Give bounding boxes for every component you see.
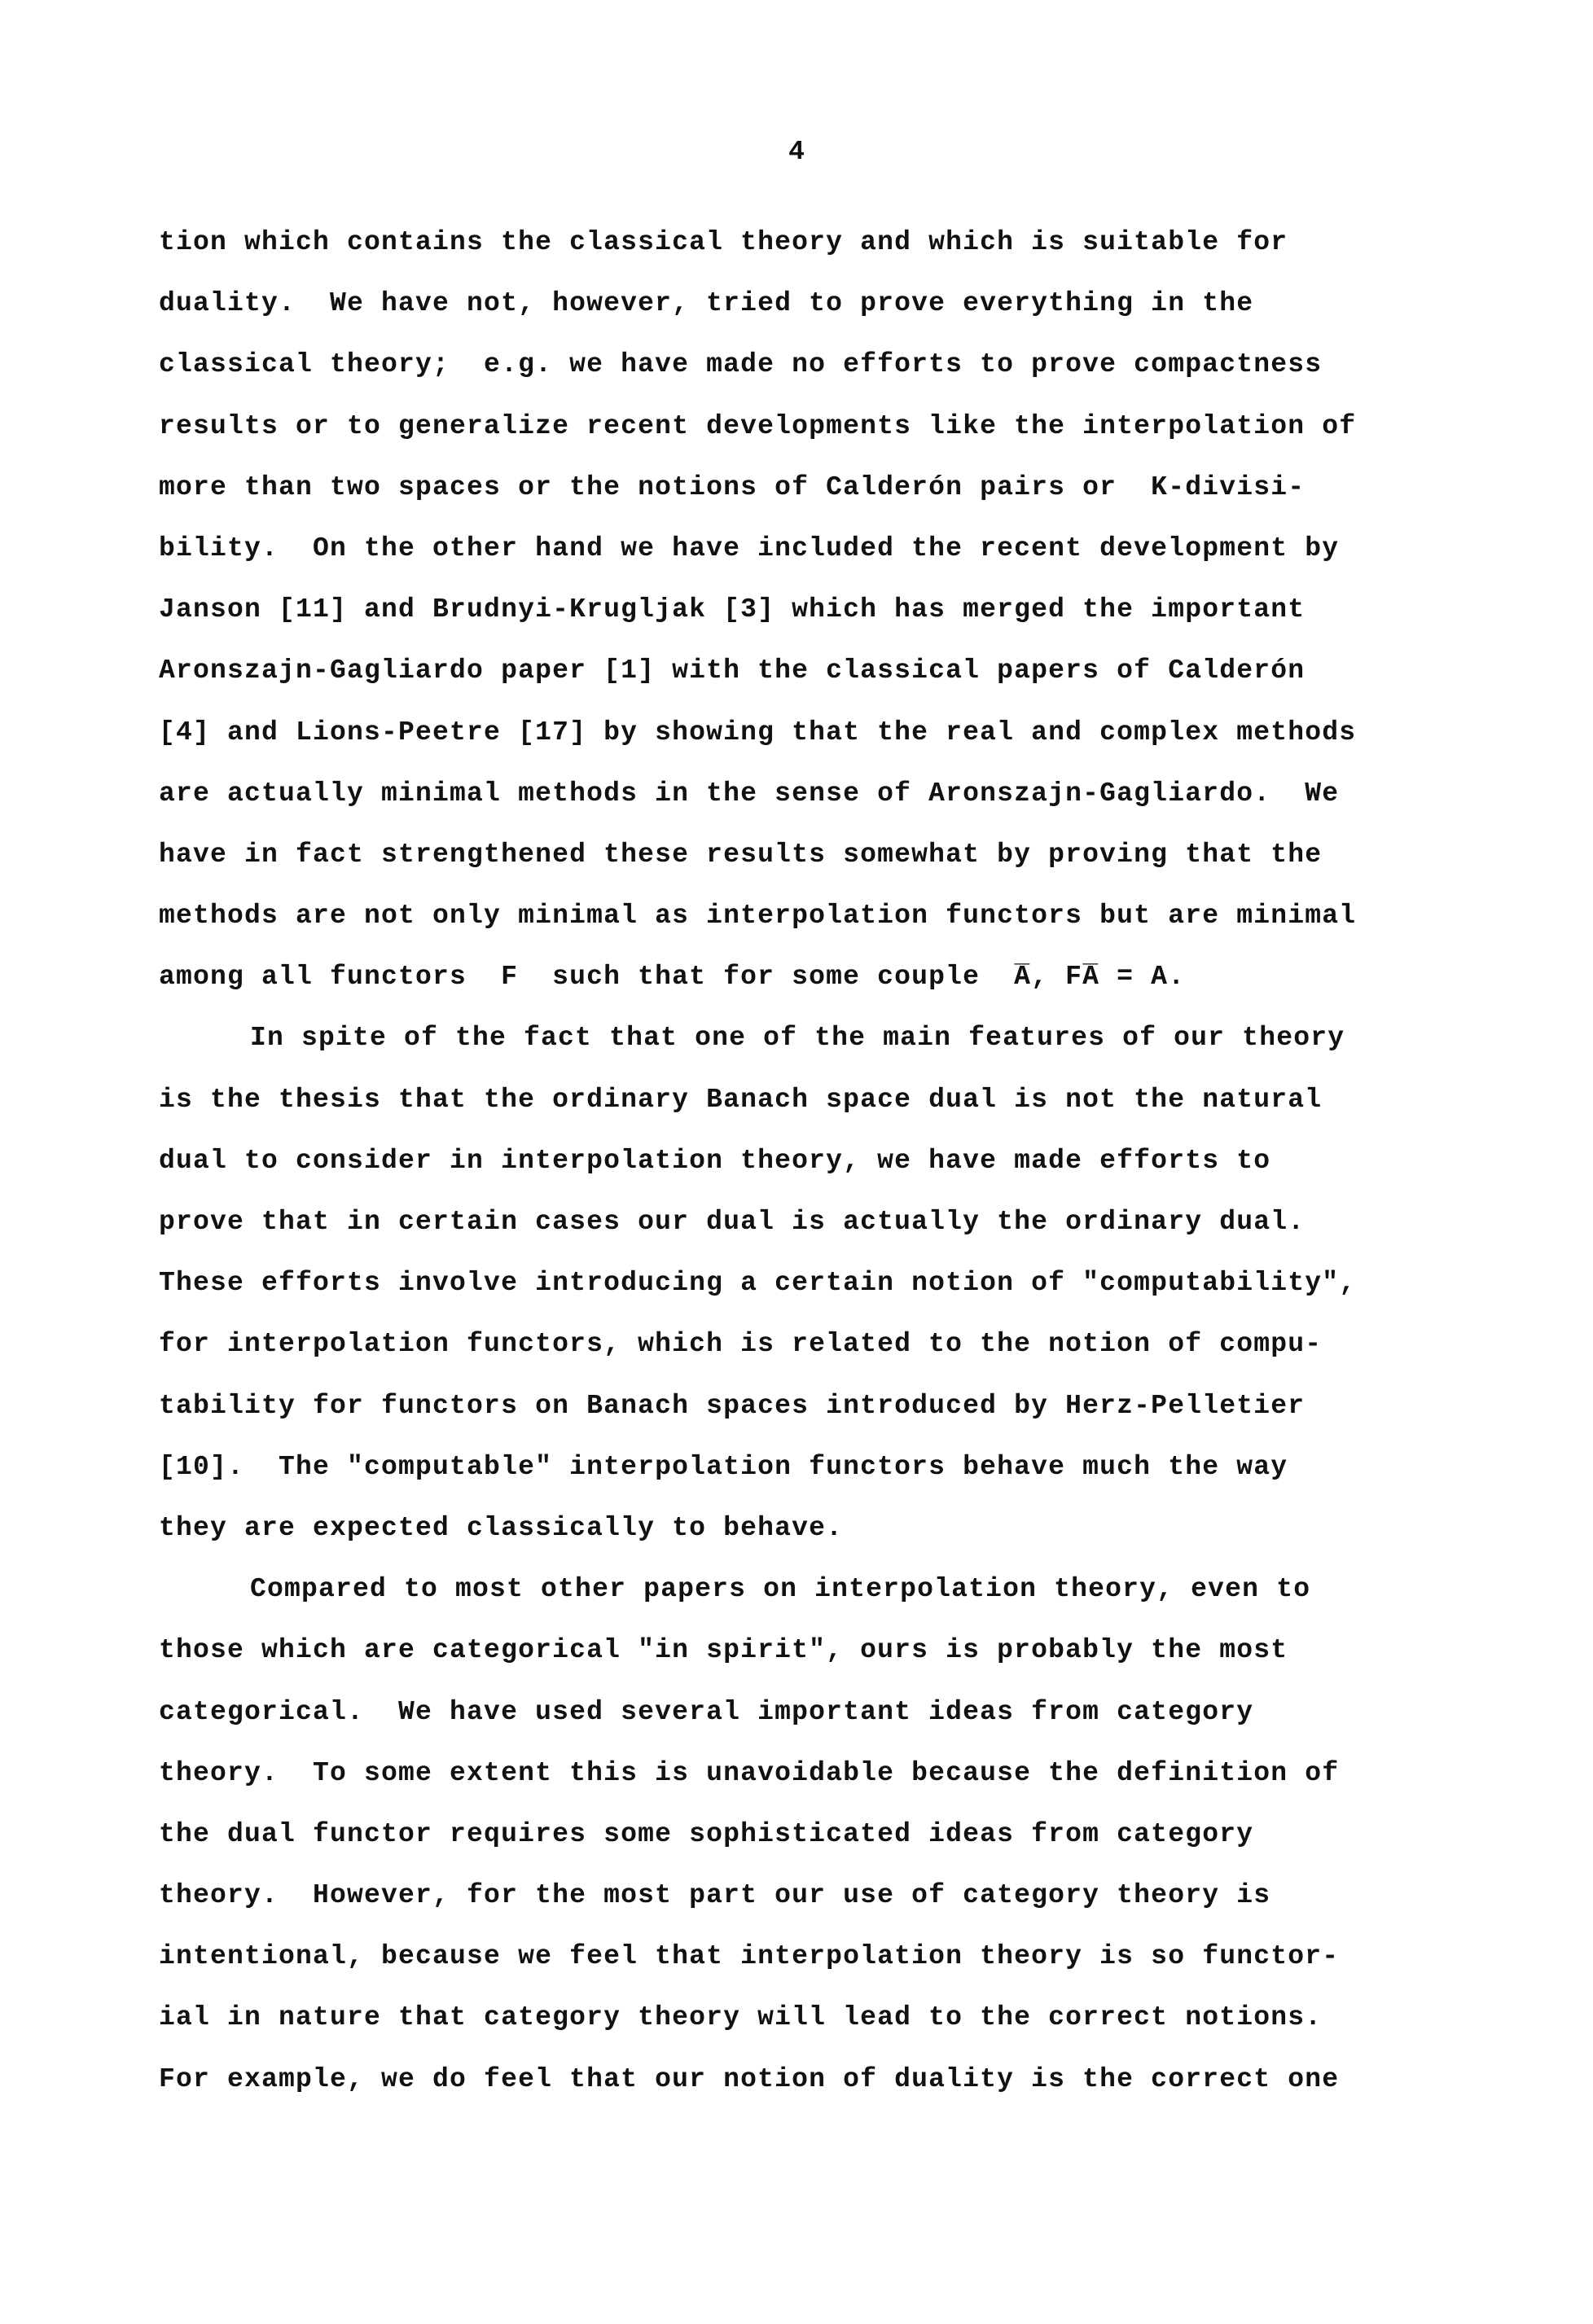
text-line: ial in nature that category theory will lead to the correct notions.	[159, 2002, 1323, 2033]
text-line: categorical. We have used several important ideas from category	[159, 1696, 1254, 1727]
text-line: Aronszajn-Gagliardo paper [1] with the classical papers of Calderón	[159, 656, 1306, 686]
text-line: In spite of the fact that one of the main features of our theory	[250, 1023, 1345, 1054]
text-line: are actually minimal methods in the sense of Aronszajn-Gagliardo. We	[159, 778, 1340, 809]
text-line: they are expected classically to behave.	[159, 1512, 844, 1543]
text-line: prove that in certain cases our dual is actually the ordinary dual.	[159, 1207, 1306, 1237]
text-line: classical theory; e.g. we have made no efforts to prove compactness	[159, 349, 1323, 380]
page-number: 4	[788, 137, 805, 167]
text-line: tability for functors on Banach spaces introduced by Herz-Pelletier	[159, 1390, 1306, 1421]
text-line: intentional, because we feel that interpolation theory is so functor-	[159, 1941, 1340, 1972]
text-line: [4] and Lions-Peetre [17] by showing that the real and complex methods	[159, 717, 1357, 748]
text-line: have in fact strengthened these results somewhat by proving that the	[159, 839, 1323, 870]
text-line: those which are categorical "in spirit", ours is probably the most	[159, 1635, 1288, 1666]
text-line: [10]. The "computable" interpolation functors behave much the way	[159, 1451, 1288, 1482]
text-line: the dual functor requires some sophisticated ideas from category	[159, 1818, 1254, 1849]
text-line: theory. To some extent this is unavoidable because the definition of	[159, 1757, 1340, 1788]
text-line: Janson [11] and Brudnyi-Krugljak [3] which has merged the important	[159, 594, 1306, 625]
text-line: dual to consider in interpolation theory, we have made efforts to	[159, 1145, 1271, 1176]
text-line: bility. On the other hand we have included the recent development by	[159, 533, 1340, 563]
text-line: theory. However, for the most part our use of category theory is	[159, 1880, 1271, 1911]
text-line: For example, we do feel that our notion of duality is the correct one	[159, 2063, 1340, 2094]
body-text	[159, 218, 1462, 2116]
text-line: duality. We have not, however, tried to prove everything in the	[159, 288, 1254, 319]
text-line: tion which contains the classical theory and which is suitable for	[159, 227, 1288, 257]
text-line: among all functors F such that for some couple A̅, FA̅ = A.	[159, 962, 1186, 993]
text-line: for interpolation functors, which is related to the notion of compu-	[159, 1329, 1323, 1360]
text-line: results or to generalize recent developments like the interpolation of	[159, 410, 1357, 441]
text-line: methods are not only minimal as interpolation functors but are minimal	[159, 901, 1357, 932]
text-line: Compared to most other papers on interpolation theory, even to	[250, 1574, 1311, 1605]
text-line: These efforts involve introducing a certain notion of "computability",	[159, 1268, 1357, 1299]
text-line: is the thesis that the ordinary Banach space dual is not the natural	[159, 1084, 1323, 1115]
text-line: more than two spaces or the notions of Calderón pairs or K-divisi-	[159, 471, 1306, 502]
